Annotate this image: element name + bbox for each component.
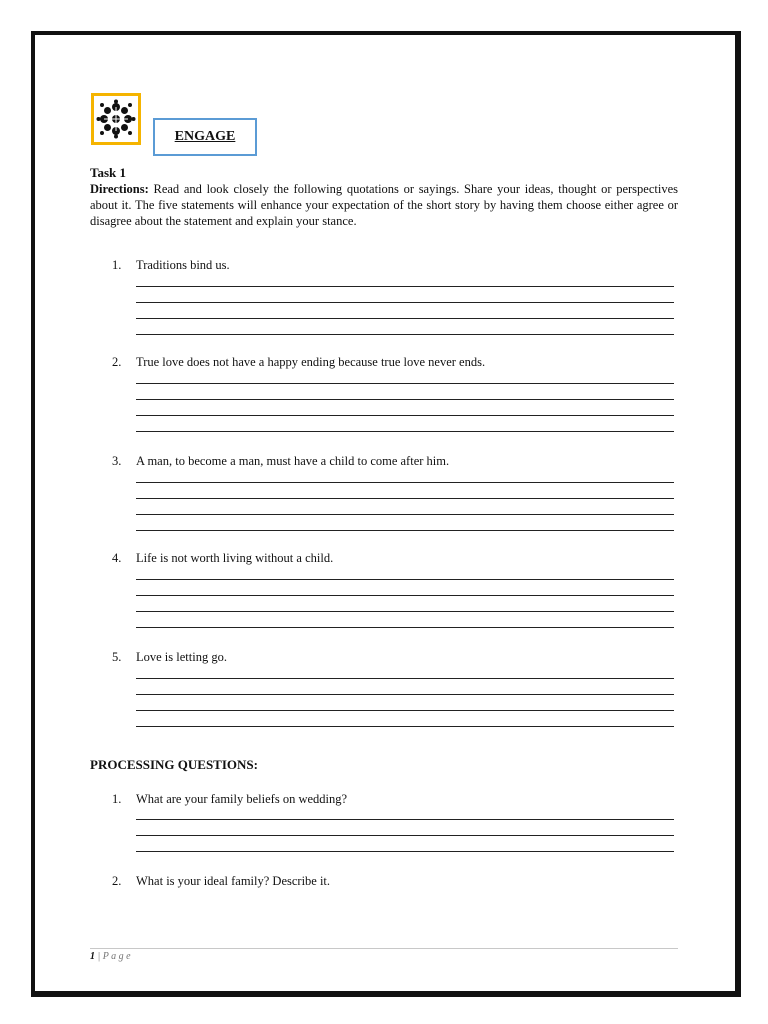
logo-box [91, 93, 141, 145]
footer-divider [90, 948, 678, 949]
answer-line[interactable] [136, 318, 674, 319]
answer-line[interactable] [136, 431, 674, 432]
answer-line[interactable] [136, 498, 674, 499]
answer-line[interactable] [136, 415, 674, 416]
statement-text: Life is not worth living without a child. [136, 551, 334, 565]
answer-line[interactable] [136, 383, 674, 384]
directions-paragraph [90, 181, 678, 229]
answer-line[interactable] [136, 627, 674, 628]
answer-line[interactable] [136, 482, 674, 483]
engage-label: ENGAGE [174, 129, 236, 144]
answer-line[interactable] [136, 286, 674, 287]
answer-line[interactable] [136, 694, 674, 695]
answer-line[interactable] [136, 819, 674, 820]
content-area [90, 165, 678, 945]
answer-line[interactable] [136, 530, 674, 531]
answer-line[interactable] [136, 334, 674, 335]
statement-number: 4. [112, 551, 122, 565]
answer-line[interactable] [136, 851, 674, 852]
answer-line[interactable] [136, 579, 674, 580]
question-number: 2. [112, 874, 122, 888]
answer-line[interactable] [136, 726, 674, 727]
statement-number: 5. [112, 650, 122, 664]
statement-number: 3. [112, 454, 122, 468]
page-footer [90, 951, 131, 962]
task-title: Task 1 [90, 165, 127, 180]
answer-line[interactable] [136, 835, 674, 836]
question-text: What is your ideal family? Describe it. [136, 874, 331, 888]
directions-label: Directions: [90, 182, 149, 196]
page-number: 1 [90, 951, 95, 962]
answer-line[interactable] [136, 302, 674, 303]
statement-text: True love does not have a happy ending because true love never ends. [136, 355, 486, 369]
statement-number: 1. [112, 258, 122, 272]
statement-number: 2. [112, 355, 122, 369]
statement-text: A man, to become a man, must have a child to come after him. [136, 454, 450, 468]
directions-text: Read and look closely the following quotations or sayings. Share your ideas, thought or perspectives about it. The five statements will enhance your expectation of the short story by having them choose either agree or disagree about the statement and explain your stance. [90, 182, 678, 228]
answer-line[interactable] [136, 611, 674, 612]
answer-line[interactable] [136, 399, 674, 400]
answer-line[interactable] [136, 678, 674, 679]
answer-line[interactable] [136, 514, 674, 515]
statement-text: Love is letting go. [136, 650, 227, 664]
answer-line[interactable] [136, 595, 674, 596]
page-label: | P a g e [95, 951, 131, 962]
question-number: 1. [112, 792, 122, 806]
statement-text: Traditions bind us. [136, 258, 230, 272]
answer-line[interactable] [136, 710, 674, 711]
engage-badge [153, 118, 257, 156]
question-text: What are your family beliefs on wedding? [136, 792, 348, 806]
gear-cluster-icon [96, 99, 136, 139]
processing-questions-title: PROCESSING QUESTIONS: [90, 757, 258, 772]
